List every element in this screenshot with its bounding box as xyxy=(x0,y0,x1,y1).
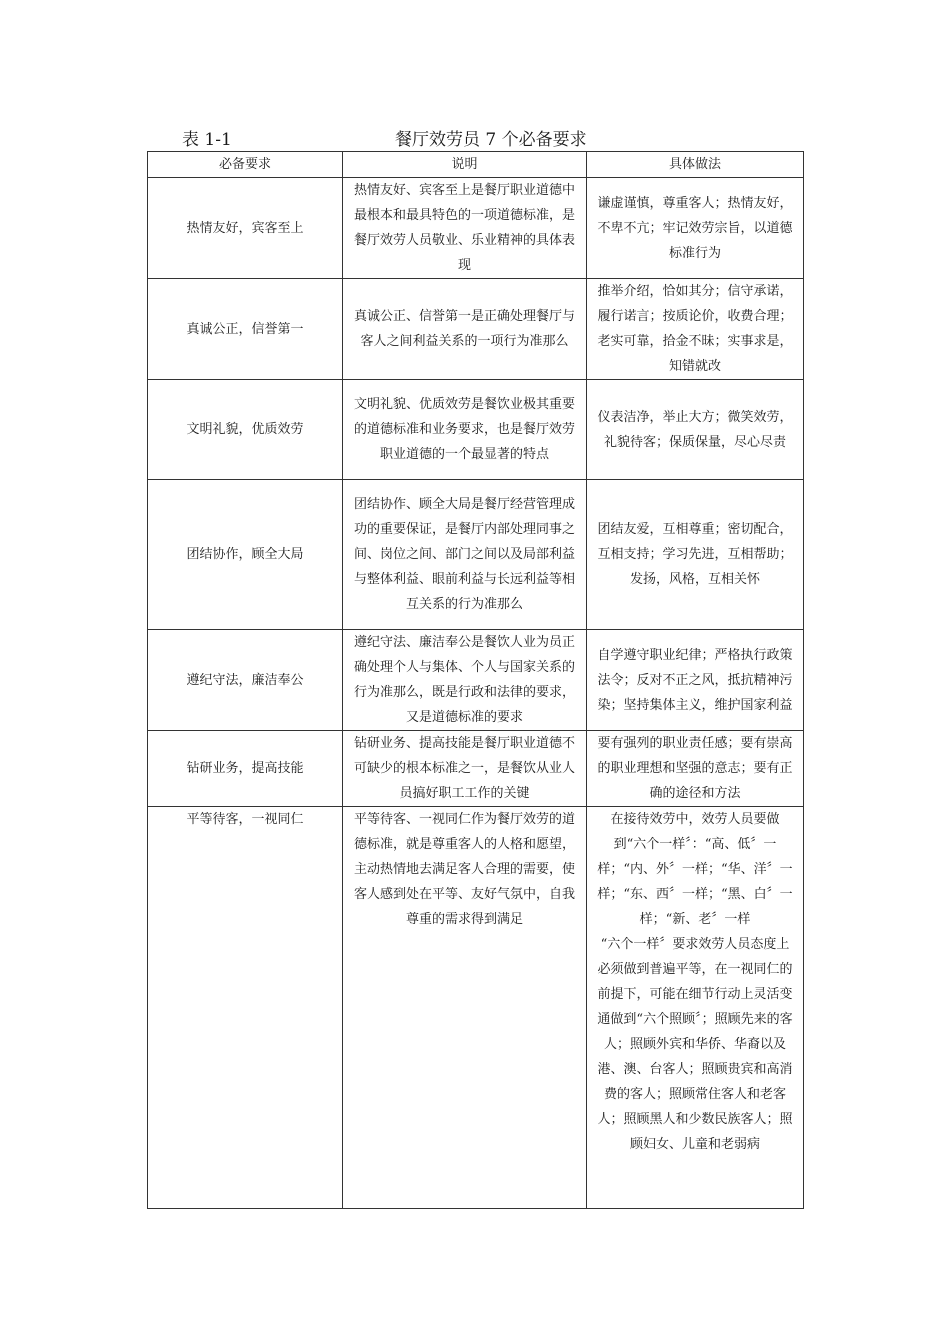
cell-description: 钻研业务、提高技能是餐厅职业道德不可缺少的根本标准之一，是餐饮从业人员搞好职工工作的关键 xyxy=(343,731,587,807)
table-row xyxy=(148,178,804,279)
cell-practice: 自学遵守职业纪律；严格执行政策法令；反对不正之风，抵抗精神污染；坚持集体主义，维护国家利益 xyxy=(587,630,804,731)
header-description: 说明 xyxy=(343,152,587,178)
table-caption xyxy=(182,128,822,152)
table-title: 餐厅效劳员 7 个必备要求 xyxy=(395,130,587,150)
cell-description: 团结协作、顾全大局是餐厅经营管理成功的重要保证，是餐厅内部处理同事之间、岗位之间、部门之间以及局部利益与整体利益、眼前利益与长远利益等相互关系的行为准那么 xyxy=(343,480,587,630)
cell-practice: 在接待效劳中，效劳人员要做到“六个一样〞：“高、低〞一样；“内、外〞一样；“华、洋〞一样；“东、西〞一样；“黑、白〞一样；“新、老〞一样 “六个一样〞要求效劳人员态度上必须做到普遍平等，在一视同仁的前提下，可能在细节行动上灵活变通做到“六个照顾〞；照顾先来的客人；照顾外宾和华侨、华裔以及港、澳、台客人；照顾贵宾和高消费的客人；照顾常住客人和老客人；照顾黑人和少数民族客人；照顾妇女、儿童和老弱病 xyxy=(587,807,804,1209)
cell-description: 平等待客、一视同仁作为餐厅效劳的道德标准，就是尊重客人的人格和愿望，主动热情地去满足客人合理的需要，使客人感到处在平等、友好气氛中，自我尊重的需求得到满足 xyxy=(343,807,587,1209)
table-number: 表 1-1 xyxy=(182,130,232,150)
cell-requirement: 平等待客，一视同仁 xyxy=(148,807,343,1209)
cell-requirement: 钻研业务，提高技能 xyxy=(148,731,343,807)
header-practice: 具体做法 xyxy=(587,152,804,178)
cell-description: 遵纪守法、廉洁奉公是餐饮人业为员正确处理个人与集体、个人与国家关系的行为准那么，既是行政和法律的要求，又是道德标准的要求 xyxy=(343,630,587,731)
cell-requirement: 团结协作，顾全大局 xyxy=(148,480,343,630)
cell-description: 真诚公正、信誉第一是正确处理餐厅与客人之间利益关系的一项行为准那么 xyxy=(343,279,587,380)
cell-requirement: 文明礼貌，优质效劳 xyxy=(148,380,343,480)
cell-requirement: 遵纪守法，廉洁奉公 xyxy=(148,630,343,731)
table-row xyxy=(148,807,804,1209)
table-row xyxy=(148,279,804,380)
cell-practice: 仪表洁净，举止大方；微笑效劳，礼貌待客；保质保量，尽心尽责 xyxy=(587,380,804,480)
table-row xyxy=(148,731,804,807)
cell-requirement: 热情友好，宾客至上 xyxy=(148,178,343,279)
cell-practice: 团结友爱，互相尊重；密切配合，互相支持；学习先进，互相帮助；发扬，风格，互相关怀 xyxy=(587,480,804,630)
table-row xyxy=(148,480,804,630)
table-row xyxy=(148,380,804,480)
table-header-row xyxy=(148,152,804,178)
cell-description: 热情友好、宾客至上是餐厅职业道德中最根本和最具特色的一项道德标准，是餐厅效劳人员敬业、乐业精神的具体表现 xyxy=(343,178,587,279)
cell-practice: 推举介绍，恰如其分；信守承诺，履行诺言；按质论价，收费合理；老实可靠，拾金不昧；实事求是，知错就改 xyxy=(587,279,804,380)
requirements-table xyxy=(147,151,804,1209)
cell-requirement: 真诚公正，信誉第一 xyxy=(148,279,343,380)
table-row xyxy=(148,630,804,731)
cell-practice: 要有强列的职业责任感；要有崇高的职业理想和坚强的意志；要有正确的途径和方法 xyxy=(587,731,804,807)
header-requirement: 必备要求 xyxy=(148,152,343,178)
cell-practice: 谦虚谨慎，尊重客人；热情友好，不卑不亢；牢记效劳宗旨，以道德标准行为 xyxy=(587,178,804,279)
cell-description: 文明礼貌、优质效劳是餐饮业极其重要的道德标准和业务要求，也是餐厅效劳职业道德的一个最显著的特点 xyxy=(343,380,587,480)
